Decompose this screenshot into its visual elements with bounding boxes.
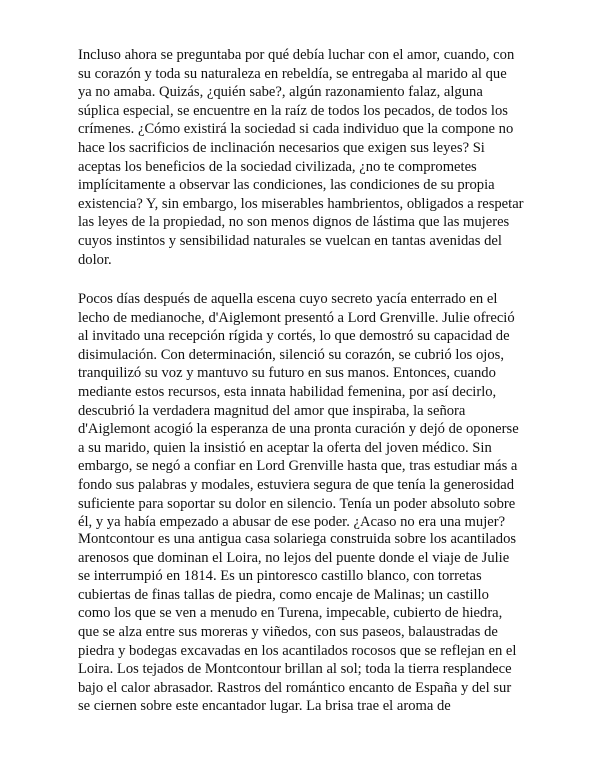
text-line: fondo sus palabras y modales, estuviera segura de que tenía la generosidad — [78, 476, 515, 493]
text-line: embargo, se negó a confiar en Lord Grenville hasta que, tras estudiar más a — [78, 458, 518, 475]
text-line: hace los sacrificios de inclinación necesarios que exigen sus leyes? Si — [78, 139, 485, 156]
text-line: lecho de medianoche, d'Aiglemont presentó a Lord Grenville. Julie ofreció — [78, 309, 515, 326]
text-line: se interrumpió en 1814. Es un pintoresco castillo blanco, con torretas — [78, 568, 482, 585]
text-line: al invitado una recepción rígida y cortés, lo que demostró su capacidad de — [78, 328, 510, 345]
text-line: bajo el calor abrasador. Rastros del romántico encanto de España y del sur — [78, 679, 512, 696]
text-line: suficiente para soportar su dolor en silencio. Tenía un poder absoluto sobre — [78, 495, 516, 512]
text-line: como los que se ven a menudo en Turena, impecable, cubierto de hiedra, — [78, 605, 503, 622]
text-line: mediante estos recursos, esta innata habilidad femenina, por así decirlo, — [78, 383, 497, 400]
text-line: d'Aiglemont acogió la esperanza de una pronta curación y dejó de oponerse — [78, 421, 519, 438]
text-line: disimulación. Con determinación, silenció su corazón, se cubrió los ojos, — [78, 346, 504, 363]
text-line: cubiertas de finas tallas de piedra, como encaje de Malinas; un castillo — [78, 586, 489, 603]
text-line: él, y ya había empezado a abusar de ese poder. ¿Acaso no era una mujer? — [78, 514, 506, 531]
text-line: existencia? Y, sin embargo, los miserables hambrientos, obligados a respetar — [78, 195, 524, 212]
text-line: Incluso ahora se preguntaba por qué debía luchar con el amor, cuando, con — [78, 47, 515, 63]
text-line: a su marido, quien la insistió en aceptar la oferta del joven médico. Sin — [78, 439, 492, 456]
text-line: Pocos días después de aquella escena cuyo secreto yacía enterrado en el — [78, 291, 498, 307]
text-line: arenosos que dominan el Loira, no lejos del puente donde el viaje de Julie — [78, 549, 510, 566]
paragraph-3 — [78, 530, 530, 716]
text-line: súplica especial, se encuentre en la raíz de todos los pecados, de todos los — [78, 102, 508, 119]
paragraph-1 — [78, 46, 530, 269]
text-line: tranquilizó su voz y mantuvo su futuro en sus manos. Entonces, cuando — [78, 365, 496, 382]
text-line: las leyes de la propiedad, no son menos dignos de lástima que las mujeres — [78, 214, 510, 231]
text-line: implícitamente a observar las condiciones, las condiciones de su propia — [78, 177, 495, 194]
text-line: descubrió la verdadera magnitud del amor que inspiraba, la señora — [78, 402, 466, 419]
text-line: Loira. Los tejados de Montcontour brillan al sol; toda la tierra resplandece — [78, 661, 512, 678]
paragraph-2 — [78, 290, 530, 532]
text-line: aceptas los beneficios de la sociedad civilizada, ¿no te comprometes — [78, 158, 477, 175]
text-line: su corazón y toda su naturaleza en rebeldía, se entregaba al marido al que — [78, 65, 507, 82]
text-line: crímenes. ¿Cómo existirá la sociedad si cada individuo que la compone no — [78, 121, 514, 138]
text-line: piedra y bodegas excavadas en los acantilados rocosos que se reflejan en el — [78, 642, 517, 659]
text-line: dolor. — [78, 251, 112, 268]
text-line: que se alza entre sus moreras y viñedos, con sus paseos, balaustradas de — [78, 623, 498, 640]
text-line: cuyos instintos y sensibilidad naturales se vuelcan en tantas avenidas del — [78, 232, 502, 249]
text-line: ya no amaba. Quizás, ¿quién sabe?, algún razonamiento falaz, alguna — [78, 84, 483, 101]
text-line: se ciernen sobre este encantador lugar. La brisa trae el aroma de — [78, 698, 451, 715]
text-line: Montcontour es una antigua casa solariega construida sobre los acantilados — [78, 531, 517, 547]
